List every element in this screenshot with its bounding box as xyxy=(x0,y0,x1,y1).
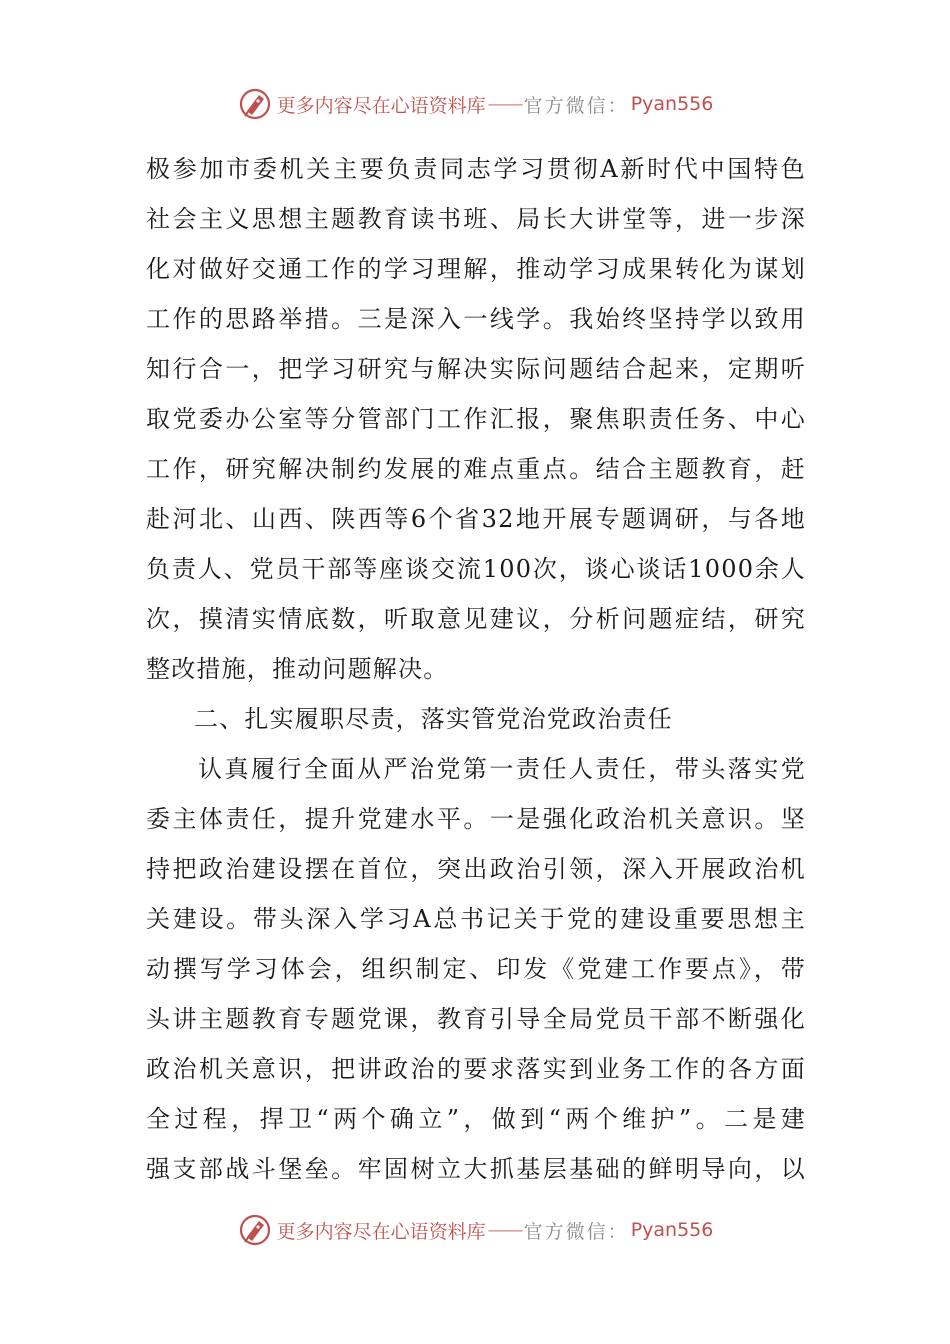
watermark-site-name: 更多内容尽在心语资料库 xyxy=(276,94,486,117)
watermark-site-name: 更多内容尽在心语资料库 xyxy=(276,1220,486,1243)
body-line: 整改措施，推动问题解决。 xyxy=(146,655,449,683)
body-line: 知行合一，把学习研究与解决实际问题结合起来，定期听 xyxy=(146,355,806,383)
watermark-label: 官方微信： xyxy=(523,94,629,117)
body-line: 强支部战斗堡垒。牢固树立大抓基层基础的鲜明导向，以 xyxy=(146,1155,806,1183)
body-line: 动撰写学习体会，组织制定、印发《党建工作要点》，带 xyxy=(146,955,806,983)
pen-nib-circle-icon xyxy=(237,1212,273,1248)
body-line: 社会主义思想主题教育读书班、局长大讲堂等，进一步深 xyxy=(146,205,806,233)
body-line: 委主体责任，提升党建水平。一是强化政治机关意识。坚 xyxy=(146,805,806,833)
body-line: 认真履行全面从严治党第一责任人责任，带头落实党 xyxy=(198,755,806,783)
watermark-dash: —— xyxy=(487,93,522,115)
watermark-wechat-id: Pyan556 xyxy=(630,1219,714,1241)
watermark-footer xyxy=(0,1210,950,1250)
body-line: 极参加市委机关主要负责同志学习贯彻A新时代中国特色 xyxy=(146,155,806,183)
body-line: 全过程，捍卫“两个确立”，做到“两个维护”。二是建 xyxy=(146,1105,806,1133)
body-line: 工作的思路举措。三是深入一线学。我始终坚持学以致用 xyxy=(146,305,806,333)
watermark-label: 官方微信： xyxy=(523,1220,629,1243)
watermark-dash: —— xyxy=(487,1219,522,1241)
watermark-wechat-id: Pyan556 xyxy=(630,93,714,115)
body-line: 关建设。带头深入学习A总书记关于党的建设重要思想主 xyxy=(146,905,806,933)
body-line: 负责人、党员干部等座谈交流100次，谈心谈话1000余人 xyxy=(146,555,806,583)
body-line: 政治机关意识，把讲政治的要求落实到业务工作的各方面 xyxy=(146,1055,806,1083)
body-line: 化对做好交通工作的学习理解，推动学习成果转化为谋划 xyxy=(146,255,806,283)
body-line: 工作，研究解决制约发展的难点重点。结合主题教育，赶 xyxy=(146,455,806,483)
watermark-header xyxy=(0,84,950,124)
body-line: 头讲主题教育专题党课，教育引导全局党员干部不断强化 xyxy=(146,1005,806,1033)
document-body xyxy=(146,144,806,1194)
body-line: 赴河北、山西、陕西等6个省32地开展专题调研，与各地 xyxy=(146,505,806,533)
body-line: 取党委办公室等分管部门工作汇报，聚焦职责任务、中心 xyxy=(146,405,806,433)
body-line: 次，摸清实情底数，听取意见建议，分析问题症结，研究 xyxy=(146,605,806,633)
section-heading: 二、扎实履职尽责，落实管党治党政治责任 xyxy=(194,705,673,733)
body-line: 持把政治建设摆在首位，突出政治引领，深入开展政治机 xyxy=(146,855,806,883)
pen-nib-circle-icon xyxy=(237,86,273,122)
